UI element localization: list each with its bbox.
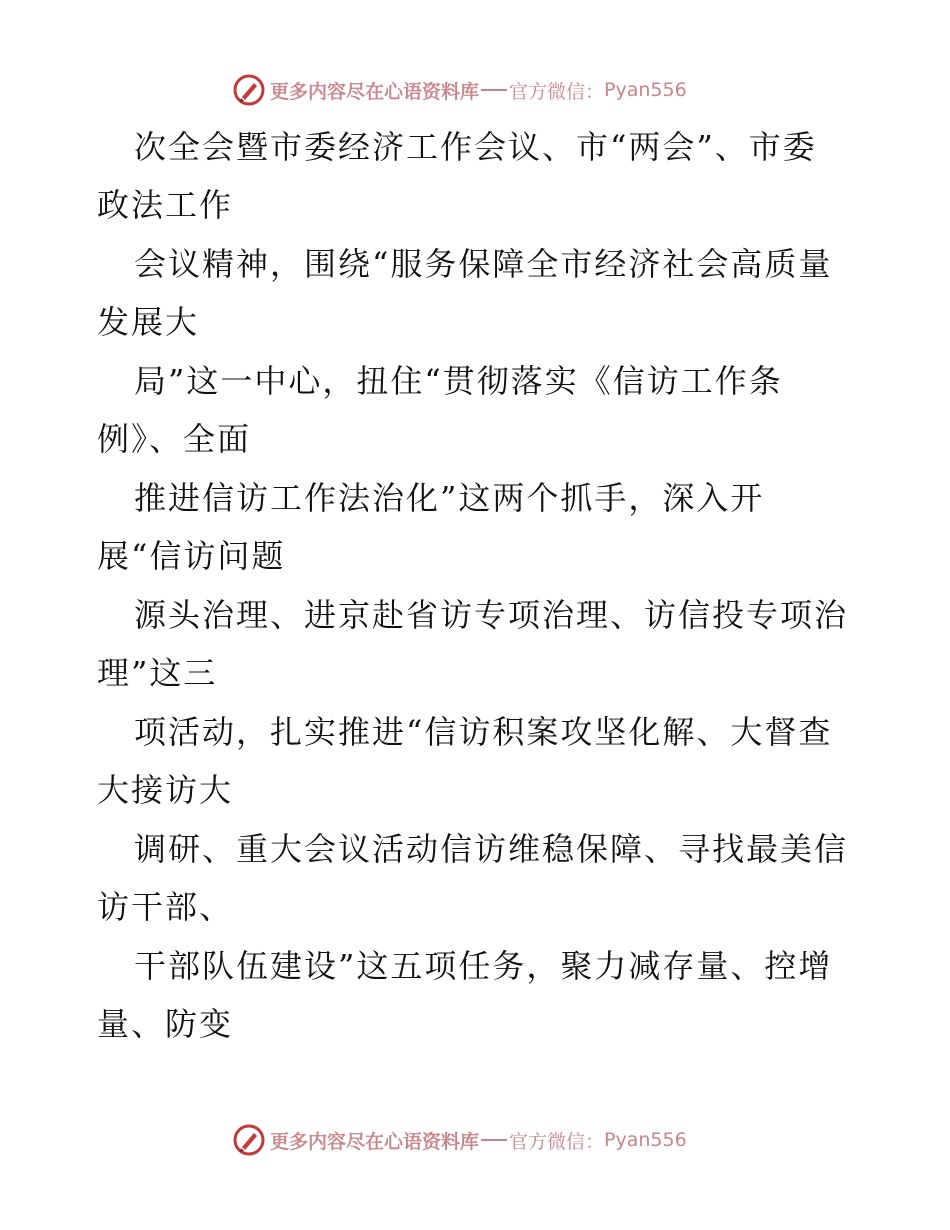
watermark-main-text: 更多内容尽在心语资料库 (270, 80, 480, 103)
watermark-dash (481, 1139, 507, 1141)
header-watermark (232, 70, 687, 110)
body-line: 发展大 (97, 303, 200, 341)
watermark-official-text: 官方微信： (509, 1130, 605, 1153)
watermark-wechat-id: Pyan556 (604, 79, 687, 101)
body-line: 政法工作 (97, 186, 234, 224)
body-line: 展“信访问题 (97, 537, 286, 575)
watermark-main-text: 更多内容尽在心语资料库 (270, 1130, 480, 1153)
body-line: 例》、全面 (97, 420, 252, 458)
body-line: 次全会暨市委经济工作会议、市“两会”、市委 (134, 128, 817, 166)
body-line: 理”这三 (97, 654, 218, 692)
watermark-dash (481, 89, 507, 91)
body-line: 访干部、 (97, 888, 234, 926)
body-line: 局”这一中心，扭住“贯彻落实《信访工作条 (134, 362, 783, 400)
body-line: 调研、重大会议活动信访维稳保障、寻找最美信 (134, 830, 849, 868)
body-line: 推进信访工作法治化”这两个抓手，深入开 (134, 479, 765, 517)
body-line: 源头治理、进京赴省访专项治理、访信投专项治 (134, 596, 849, 634)
body-line: 大接访大 (97, 771, 234, 809)
body-line: 会议精神，围绕“服务保障全市经济社会高质量 (134, 245, 833, 283)
body-line: 项活动，扎实推进“信访积案攻坚化解、大督查 (134, 713, 833, 751)
body-line: 干部队伍建设”这五项任务，聚力减存量、控增 (134, 947, 833, 985)
watermark-official-text: 官方微信： (509, 80, 605, 103)
watermark-wechat-id: Pyan556 (604, 1129, 687, 1151)
footer-watermark (232, 1120, 687, 1160)
red-pen-seal-icon (232, 73, 266, 107)
red-pen-seal-icon (232, 1123, 266, 1157)
body-line: 量、防变 (97, 1005, 234, 1043)
